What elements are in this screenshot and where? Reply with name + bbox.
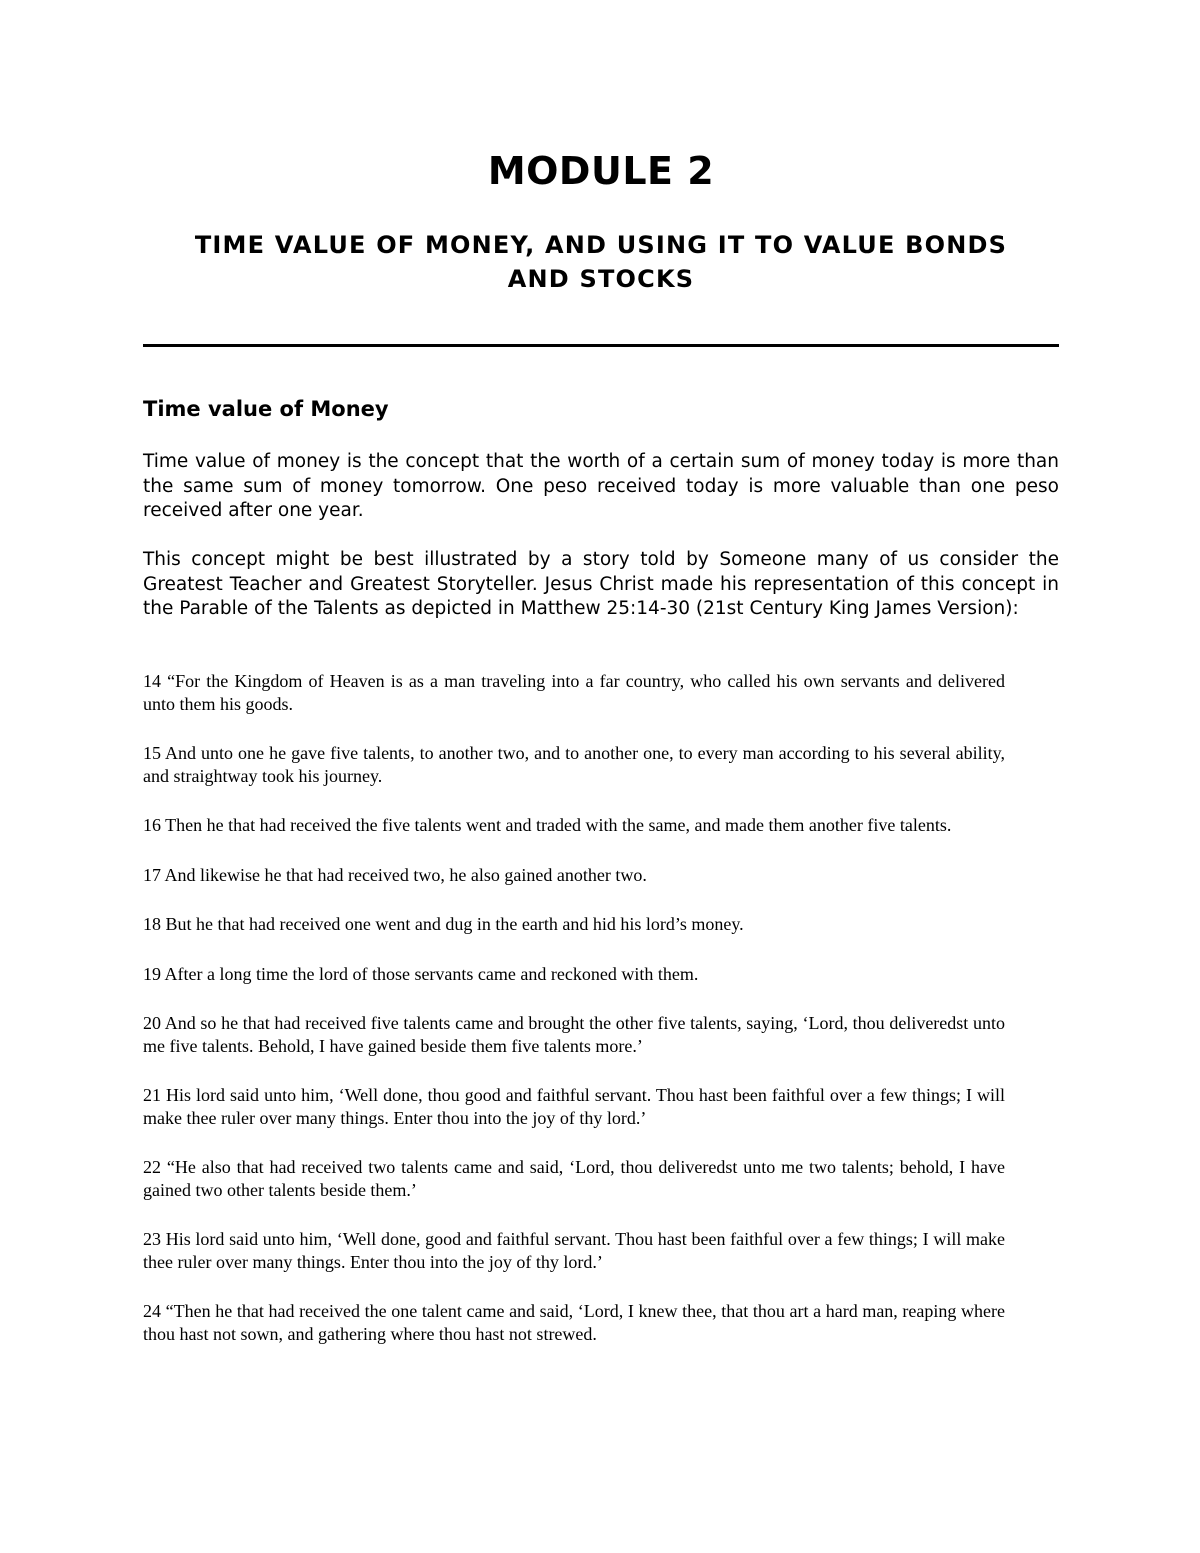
- module-subtitle: [143, 228, 1059, 296]
- verse-22: 22 “He also that had received two talents came and said, ‘Lord, thou deliveredst unto me two talents; behold, I have gained two other talents beside them.’: [143, 1157, 1005, 1200]
- section-heading: Time value of Money: [143, 397, 389, 421]
- verse-15: 15 And unto one he gave five talents, to another two, and to another one, to every man according to his several ability, and straightway took his journey.: [143, 743, 1005, 786]
- module-title: MODULE 2: [487, 149, 715, 193]
- verse-list: [143, 670, 1005, 1372]
- verse-23: 23 His lord said unto him, ‘Well done, good and faithful servant. Thou hast been faithful over a few things; I will make thee ruler over many things. Enter thou into the joy of thy lord.’: [143, 1229, 1005, 1272]
- verse-18: 18 But he that had received one went and dug in the earth and hid his lord’s money.: [143, 914, 744, 934]
- verse-19: 19 After a long time the lord of those servants came and reckoned with them.: [143, 963, 699, 984]
- intro-paragraph: Time value of money is the concept that the worth of a certain sum of money today is more than the same sum of money tomorrow. One peso received today is more valuable than one peso received after one year.: [143, 451, 1059, 521]
- verse-14: 14 “For the Kingdom of Heaven is as a man traveling into a far country, who called his own servants and delivered unto them his goods.: [143, 671, 1005, 714]
- verse-20: 20 And so he that had received five talents came and brought the other five talents, saying, ‘Lord, thou deliveredst unto me five talents. Behold, I have gained beside them five talents more.’: [143, 1013, 1005, 1056]
- module-subtitle-line-1: TIME VALUE OF MONEY, AND USING IT TO VALUE BONDS: [194, 231, 1008, 259]
- verse-17: 17 And likewise he that had received two, he also gained another two.: [143, 864, 647, 885]
- parable-intro-paragraph: This concept might be best illustrated by a story told by Someone many of us consider the Greatest Teacher and Greatest Storyteller. Jesus Christ made his representation of this concept in the Parable of the Talents as depicted in Matthew 25:14-30 (21st Century King James Version):: [143, 549, 1059, 619]
- verse-21: 21 His lord said unto him, ‘Well done, thou good and faithful servant. Thou hast been faithful over a few things; I will make thee ruler over many things. Enter thou into the joy of thy lord.’: [143, 1085, 1005, 1128]
- horizontal-rule: [143, 344, 1059, 347]
- verse-24: 24 “Then he that had received the one talent came and said, ‘Lord, I knew thee, that thou art a hard man, reaping where thou hast not sown, and gathering where thou hast not strewed.: [143, 1301, 1005, 1344]
- module-subtitle-line-2: AND STOCKS: [507, 265, 695, 293]
- verse-16: 16 Then he that had received the five talents went and traded with the same, and made them another five talents.: [143, 815, 952, 835]
